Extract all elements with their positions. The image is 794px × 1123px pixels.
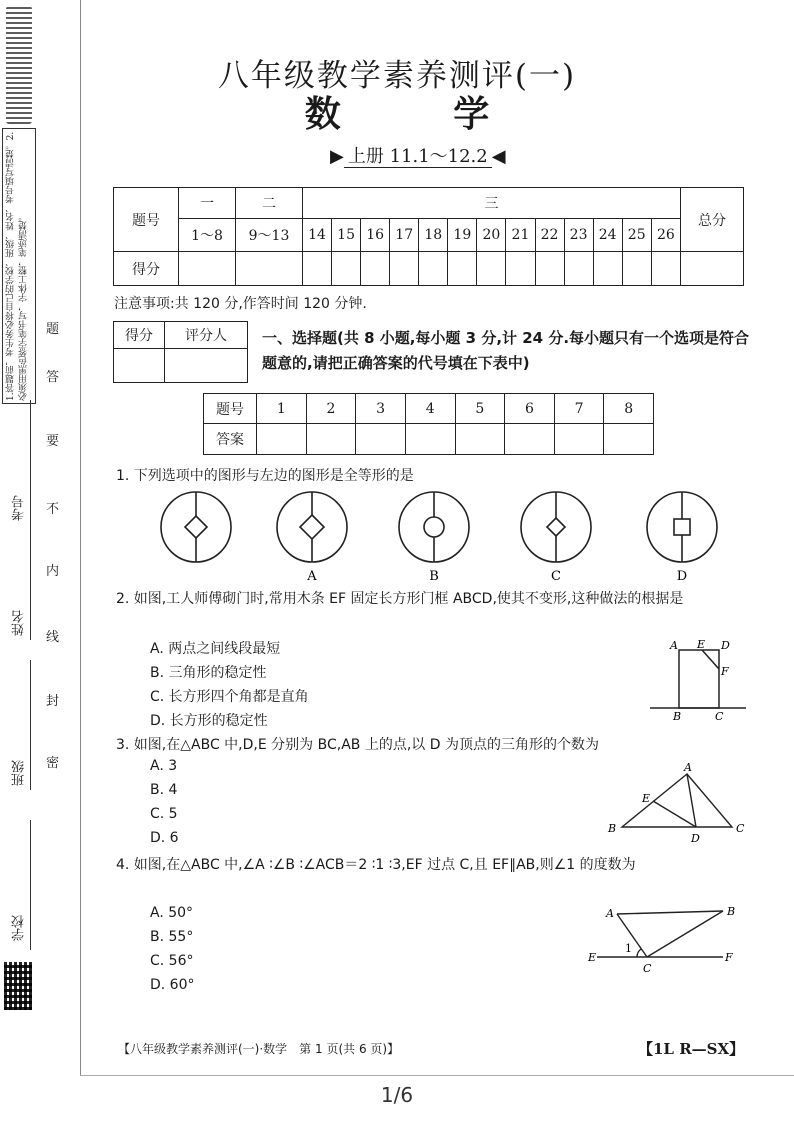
choice-c-shape	[521, 492, 591, 562]
choice-a-label: A	[307, 569, 317, 584]
choice-b-label: B	[429, 569, 439, 584]
answer-cell[interactable]	[257, 424, 307, 455]
qnum: 15	[332, 219, 361, 252]
section1-heading: 一、选择题(共 8 小题,每小题 3 分,计 24 分.每小题只有一个选项是符合题意的,请把正确答案的代号填在下表中)	[262, 329, 750, 372]
question-4-option-d[interactable]: D. 60°	[150, 977, 195, 993]
answer-number: 2	[306, 394, 356, 424]
binding-notice: 1.答题前，考生务必将自己的学校、班级、姓名、考号填写清楚。2.必须用黑色签字笔书写，字体工整，笔迹清楚。	[2, 128, 36, 404]
reference-shape	[161, 492, 231, 562]
exam-number-label: 考号	[12, 495, 27, 521]
choice-d-label: D	[676, 569, 688, 584]
seal-char: 封	[46, 694, 60, 709]
label-c: C	[643, 962, 652, 975]
answer-row-label: 答案	[204, 424, 257, 455]
school-label: 学校	[12, 915, 27, 941]
exam-title: 八年级教学素养测评(一)	[217, 58, 577, 94]
score-cell[interactable]	[303, 252, 332, 286]
page-bottom-rule	[80, 1075, 794, 1076]
answer-number: 4	[405, 394, 455, 424]
question-3-stem: 3. 如图,在△ABC 中,D,E 分别为 BC,AB 上的点,以 D 为顶点的三角形的个数为	[116, 737, 599, 753]
seal-char: 要	[46, 434, 60, 449]
section-2-label: 二	[236, 188, 303, 219]
question-4-option-b[interactable]: B. 55°	[150, 929, 194, 945]
label-c: C	[736, 822, 745, 835]
score-cell[interactable]	[419, 252, 448, 286]
score-cell[interactable]	[651, 252, 680, 286]
seal-char: 不	[46, 502, 60, 517]
qnum: 23	[564, 219, 593, 252]
answer-cell[interactable]	[356, 424, 406, 455]
qnum: 16	[361, 219, 390, 252]
score-cell[interactable]	[390, 252, 419, 286]
score-cell[interactable]	[477, 252, 506, 286]
answer-cell[interactable]	[604, 424, 654, 455]
score-row-label: 得分	[114, 252, 179, 286]
label-e: E	[697, 638, 706, 651]
choice-c-label: C	[551, 569, 561, 584]
qnum: 24	[593, 219, 622, 252]
answer-header-label: 题号	[204, 394, 257, 424]
seal-char: 答	[46, 370, 60, 385]
footer-left: 【八年级教学素养测评(一)·数学 第 1 页(共 6 页)】	[118, 1042, 400, 1056]
exam-scope	[330, 142, 506, 168]
seal-char: 密	[46, 756, 60, 771]
score-cell[interactable]	[448, 252, 477, 286]
total-cell[interactable]	[681, 252, 744, 286]
qnum: 22	[535, 219, 564, 252]
answer-number: 7	[554, 394, 604, 424]
question-3-option-a[interactable]: A. 3	[150, 758, 178, 774]
question-4-stem: 4. 如图,在△ABC 中,∠A ∶∠B ∶∠ACB＝2 ∶1 ∶3,EF 过点 C,且 EF∥AB,则∠1 的度数为	[116, 857, 636, 873]
label-b: B	[608, 822, 617, 835]
choice-b-shape	[399, 492, 469, 562]
answer-number: 3	[356, 394, 406, 424]
label-e: E	[588, 951, 597, 964]
grader-box	[113, 321, 248, 383]
exam-subject: 数 学	[304, 93, 540, 135]
qnum: 25	[622, 219, 651, 252]
answer-number: 6	[505, 394, 555, 424]
answer-number: 8	[604, 394, 654, 424]
qnum: 20	[477, 219, 506, 252]
question-2-stem: 2. 如图,工人师傅砌门时,常用木条 EF 固定长方形门框 ABCD,使其不变形,这种做法的根据是	[116, 591, 684, 607]
question-3-option-d[interactable]: D. 6	[150, 830, 179, 846]
section-1-label: 一	[179, 188, 236, 219]
qnum: 18	[419, 219, 448, 252]
label-b: B	[727, 905, 736, 918]
label-d: D	[721, 639, 730, 652]
label-f: F	[721, 665, 729, 678]
question-4-figure	[585, 898, 750, 980]
question-2-option-b[interactable]: B. 三角形的稳定性	[150, 665, 267, 681]
name-field[interactable]	[30, 510, 31, 640]
grader-score-label: 得分	[114, 322, 165, 349]
label-a: A	[670, 639, 678, 652]
score-header-label: 题号	[114, 188, 179, 252]
class-field[interactable]	[30, 660, 31, 790]
score-cell[interactable]	[236, 252, 303, 286]
grader-score-cell[interactable]	[114, 349, 165, 383]
exam-notice: 注意事项:共 120 分,作答时间 120 分钟.	[114, 296, 367, 312]
arrow-left-icon: ◀	[491, 146, 506, 167]
scope-text: 上册 11.1～12.2	[344, 146, 492, 168]
score-cell[interactable]	[564, 252, 593, 286]
class-label: 班级	[12, 760, 27, 786]
grader-name-label: 评分人	[165, 322, 248, 349]
question-3-option-c[interactable]: C. 5	[150, 806, 178, 822]
answer-table	[203, 393, 654, 455]
question-2-option-c[interactable]: C. 长方形四个角都是直角	[150, 689, 309, 705]
range-2: 9～13	[236, 219, 303, 252]
question-3-figure	[600, 760, 750, 845]
score-cell[interactable]	[361, 252, 390, 286]
answer-cell[interactable]	[405, 424, 455, 455]
score-cell[interactable]	[179, 252, 236, 286]
qnum: 21	[506, 219, 535, 252]
question-2-option-a[interactable]: A. 两点之间线段最短	[150, 641, 281, 657]
grader-name-cell[interactable]	[165, 349, 248, 383]
page-indicator: 1/6	[380, 1083, 414, 1107]
seal-char: 内	[46, 564, 60, 579]
answer-number: 5	[455, 394, 505, 424]
total-label: 总分	[681, 188, 744, 252]
question-1-stem: 1. 下列选项中的图形与左边的图形是全等形的是	[116, 468, 414, 484]
label-a: A	[606, 907, 614, 920]
label-e: E	[642, 792, 651, 805]
question-4-option-c[interactable]: C. 56°	[150, 953, 194, 969]
answer-number: 1	[257, 394, 307, 424]
label-angle-1: 1	[625, 942, 632, 955]
answer-cell[interactable]	[554, 424, 604, 455]
score-cell[interactable]	[535, 252, 564, 286]
school-field[interactable]	[30, 820, 31, 950]
score-cell[interactable]	[622, 252, 651, 286]
choice-d-shape	[647, 492, 717, 562]
label-f: F	[725, 951, 733, 964]
qnum: 26	[651, 219, 680, 252]
qnum: 19	[448, 219, 477, 252]
label-d: D	[691, 832, 700, 845]
name-label: 姓名	[12, 610, 27, 636]
qnum: 14	[303, 219, 332, 252]
qr-code	[4, 962, 32, 1010]
score-table	[113, 187, 744, 286]
score-cell[interactable]	[332, 252, 361, 286]
score-cell[interactable]	[593, 252, 622, 286]
label-a: A	[684, 761, 692, 774]
exam-number-field[interactable]	[30, 400, 31, 520]
answer-cell[interactable]	[455, 424, 505, 455]
arrow-right-icon: ▶	[330, 146, 344, 167]
section-3-label: 三	[303, 188, 681, 219]
question-3-option-b[interactable]: B. 4	[150, 782, 178, 798]
seal-char: 题	[46, 322, 60, 337]
question-2-figure	[650, 632, 750, 724]
question-2-option-d[interactable]: D. 长方形的稳定性	[150, 713, 268, 729]
label-b: B	[673, 710, 682, 723]
question-4-option-a[interactable]: A. 50°	[150, 905, 194, 921]
footer-code: 【1L R—SX】	[638, 1040, 745, 1058]
range-1: 1～8	[179, 219, 236, 252]
label-c: C	[715, 710, 724, 723]
binding-line	[80, 0, 81, 1075]
answer-cell[interactable]	[306, 424, 356, 455]
score-cell[interactable]	[506, 252, 535, 286]
question-1-figure	[150, 490, 750, 585]
choice-a-shape	[277, 492, 347, 562]
answer-cell[interactable]	[505, 424, 555, 455]
qnum: 17	[390, 219, 419, 252]
seal-char: 线	[46, 630, 60, 645]
